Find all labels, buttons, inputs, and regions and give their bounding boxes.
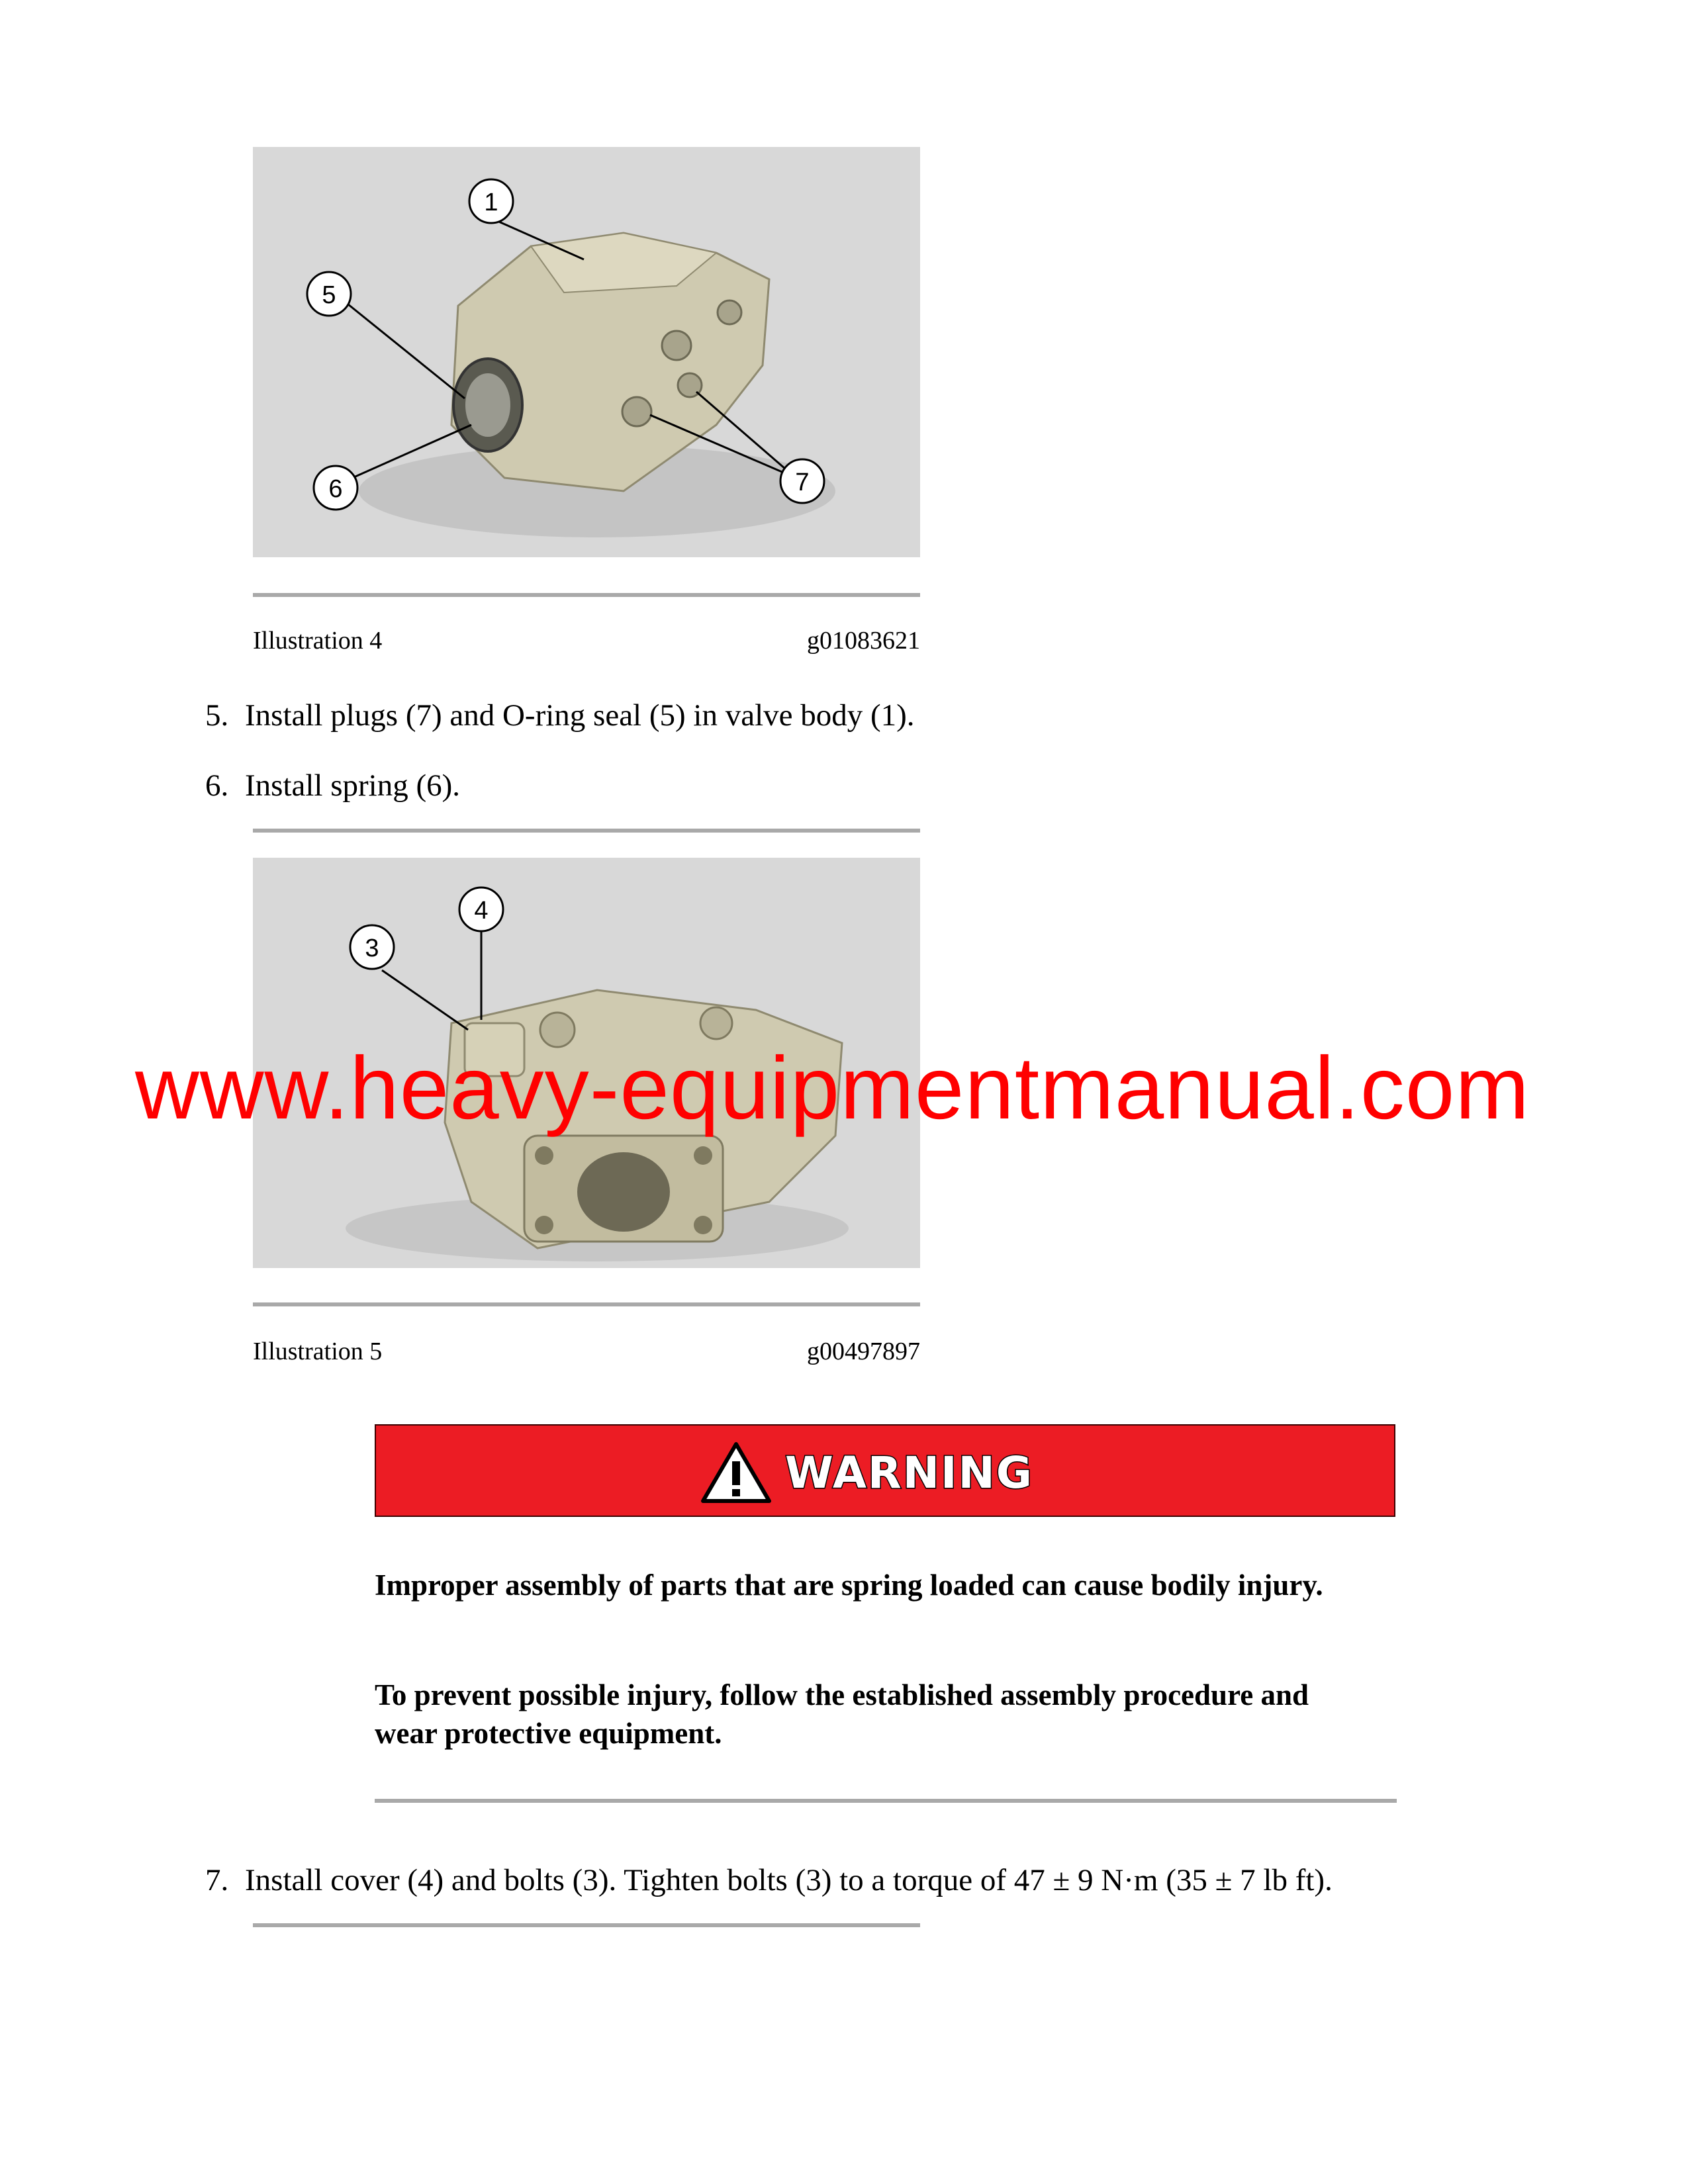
callout-5: 5 bbox=[322, 281, 336, 309]
callout-6: 6 bbox=[328, 475, 343, 503]
illustration-5-rule bbox=[253, 1302, 920, 1306]
step-7 bbox=[205, 1862, 1333, 1898]
warning-paragraph-1: Improper assembly of parts that are spring loaded can cause bodily injury. bbox=[375, 1569, 1323, 1602]
illustration-5-label: Illustration 5 bbox=[253, 1338, 383, 1365]
callout-4: 4 bbox=[474, 897, 489, 925]
step-6-rule bbox=[253, 829, 920, 833]
warning-paragraph-2: To prevent possible injury, follow the established assembly procedure and wear protective equipment. bbox=[375, 1678, 1309, 1750]
callout-1: 1 bbox=[484, 189, 498, 216]
illustration-4-photo bbox=[253, 147, 920, 557]
step-7-number: 7. bbox=[205, 1863, 229, 1897]
step-6-number: 6. bbox=[205, 768, 229, 803]
step-5-text: Install plugs (7) and O-ring seal (5) in valve body (1). bbox=[245, 698, 915, 733]
step-6 bbox=[205, 768, 460, 803]
illustration-4-code: g01083621 bbox=[807, 627, 920, 655]
step-7-text: Install cover (4) and bolts (3). Tighten bolts (3) to a torque of 47 ± 9 N·m (35 ± 7 lb ft). bbox=[245, 1863, 1333, 1897]
step-6-text: Install spring (6). bbox=[245, 768, 461, 803]
illustration-5-code: g00497897 bbox=[807, 1338, 920, 1365]
warning-triangle-icon bbox=[700, 1441, 772, 1504]
warning-label: WARNING bbox=[785, 1447, 1033, 1498]
warning-banner bbox=[375, 1424, 1395, 1517]
step-5-number: 5. bbox=[205, 698, 229, 733]
callout-3: 3 bbox=[365, 934, 379, 962]
callout-7: 7 bbox=[795, 469, 810, 496]
warning-end-rule bbox=[375, 1799, 1397, 1803]
watermark-url: www.heavy-equipmentmanual.com bbox=[135, 1039, 1530, 1138]
step-7-rule bbox=[253, 1923, 920, 1927]
illustration-4-rule bbox=[253, 593, 920, 597]
valve-body-drawing bbox=[253, 147, 920, 557]
illustration-4-label: Illustration 4 bbox=[253, 627, 383, 655]
warning-header bbox=[700, 1441, 1033, 1504]
step-5 bbox=[205, 698, 915, 733]
